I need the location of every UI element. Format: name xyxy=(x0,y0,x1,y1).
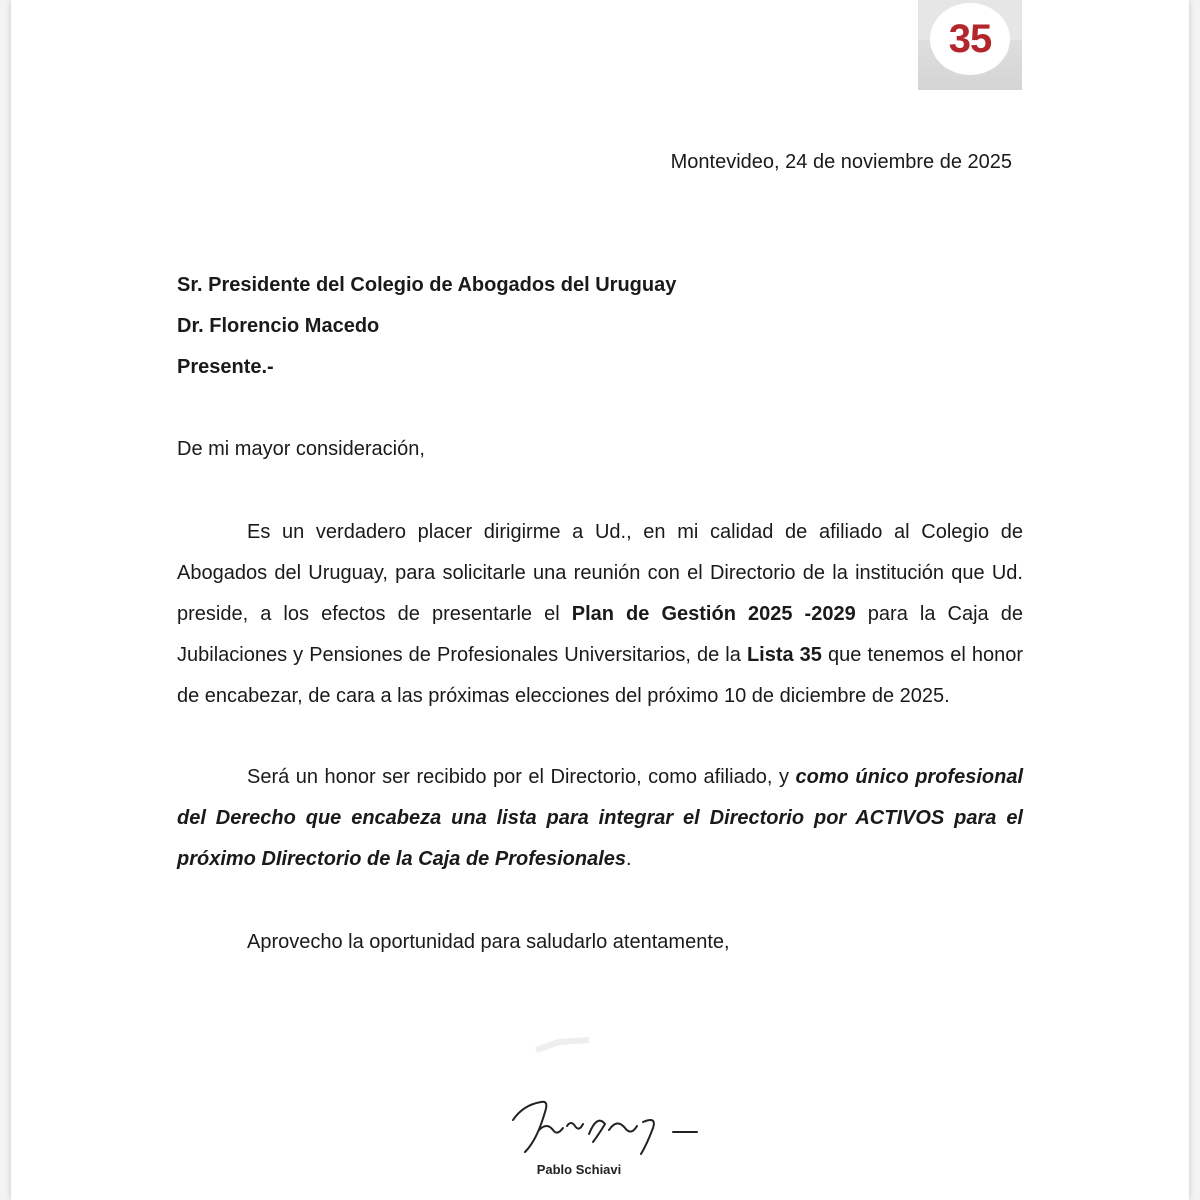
greeting: De mi mayor consideración, xyxy=(177,438,425,460)
date-line: Montevideo, 24 de noviembre de 2025 xyxy=(670,151,1012,173)
addressee-name: Dr. Florencio Macedo xyxy=(177,315,380,337)
paragraph-1-text-a: Es un verdadero placer dirigirme a Ud., en mi calidad de afiliado al Colegio de Abogados del Uruguay, para solicitarle una reunión con el Directorio de la institución que Ud. preside, a los efectos de presentarle el xyxy=(177,521,1023,625)
paragraph-2-text-b: . xyxy=(626,848,632,870)
list-logo xyxy=(918,0,1022,90)
closing-paragraph xyxy=(177,922,1023,963)
signature-name: Pablo Schiavi xyxy=(536,1162,622,1177)
logo-circle xyxy=(930,3,1010,75)
letter-page xyxy=(11,0,1189,1200)
closing-text: Aprovecho la oportunidad para saludarlo atentamente, xyxy=(247,931,730,953)
list-name: Lista 35 xyxy=(746,644,822,666)
paragraph-1-text-b: para la Caja de Jubilaciones y Pensiones de Profesionales Universitarios, de la xyxy=(177,603,1023,666)
addressee-presente: Presente.- xyxy=(177,356,274,378)
addressee-title: Sr. Presidente del Colegio de Abogados del Uruguay xyxy=(177,274,677,296)
body-paragraph-2 xyxy=(177,757,1023,880)
plan-title: Plan de Gestión 2025 -2029 xyxy=(571,603,856,625)
body-paragraph-1 xyxy=(177,512,1023,717)
paragraph-2-emphasis: como único profesional del Derecho que encabeza una lista para integrar el Directorio por ACTIVOS para el próximo DIirectorio de la Caja de Profesionales xyxy=(177,766,1023,870)
paragraph-2-text-a: Será un honor ser recibido por el Directorio, como afiliado, y xyxy=(247,766,796,788)
logo-number: 35 xyxy=(948,16,992,61)
paragraph-1-text-c: que tenemos el honor de encabezar, de cara a las próximas elecciones del próximo 10 de diciembre de 2025. xyxy=(177,644,1023,707)
